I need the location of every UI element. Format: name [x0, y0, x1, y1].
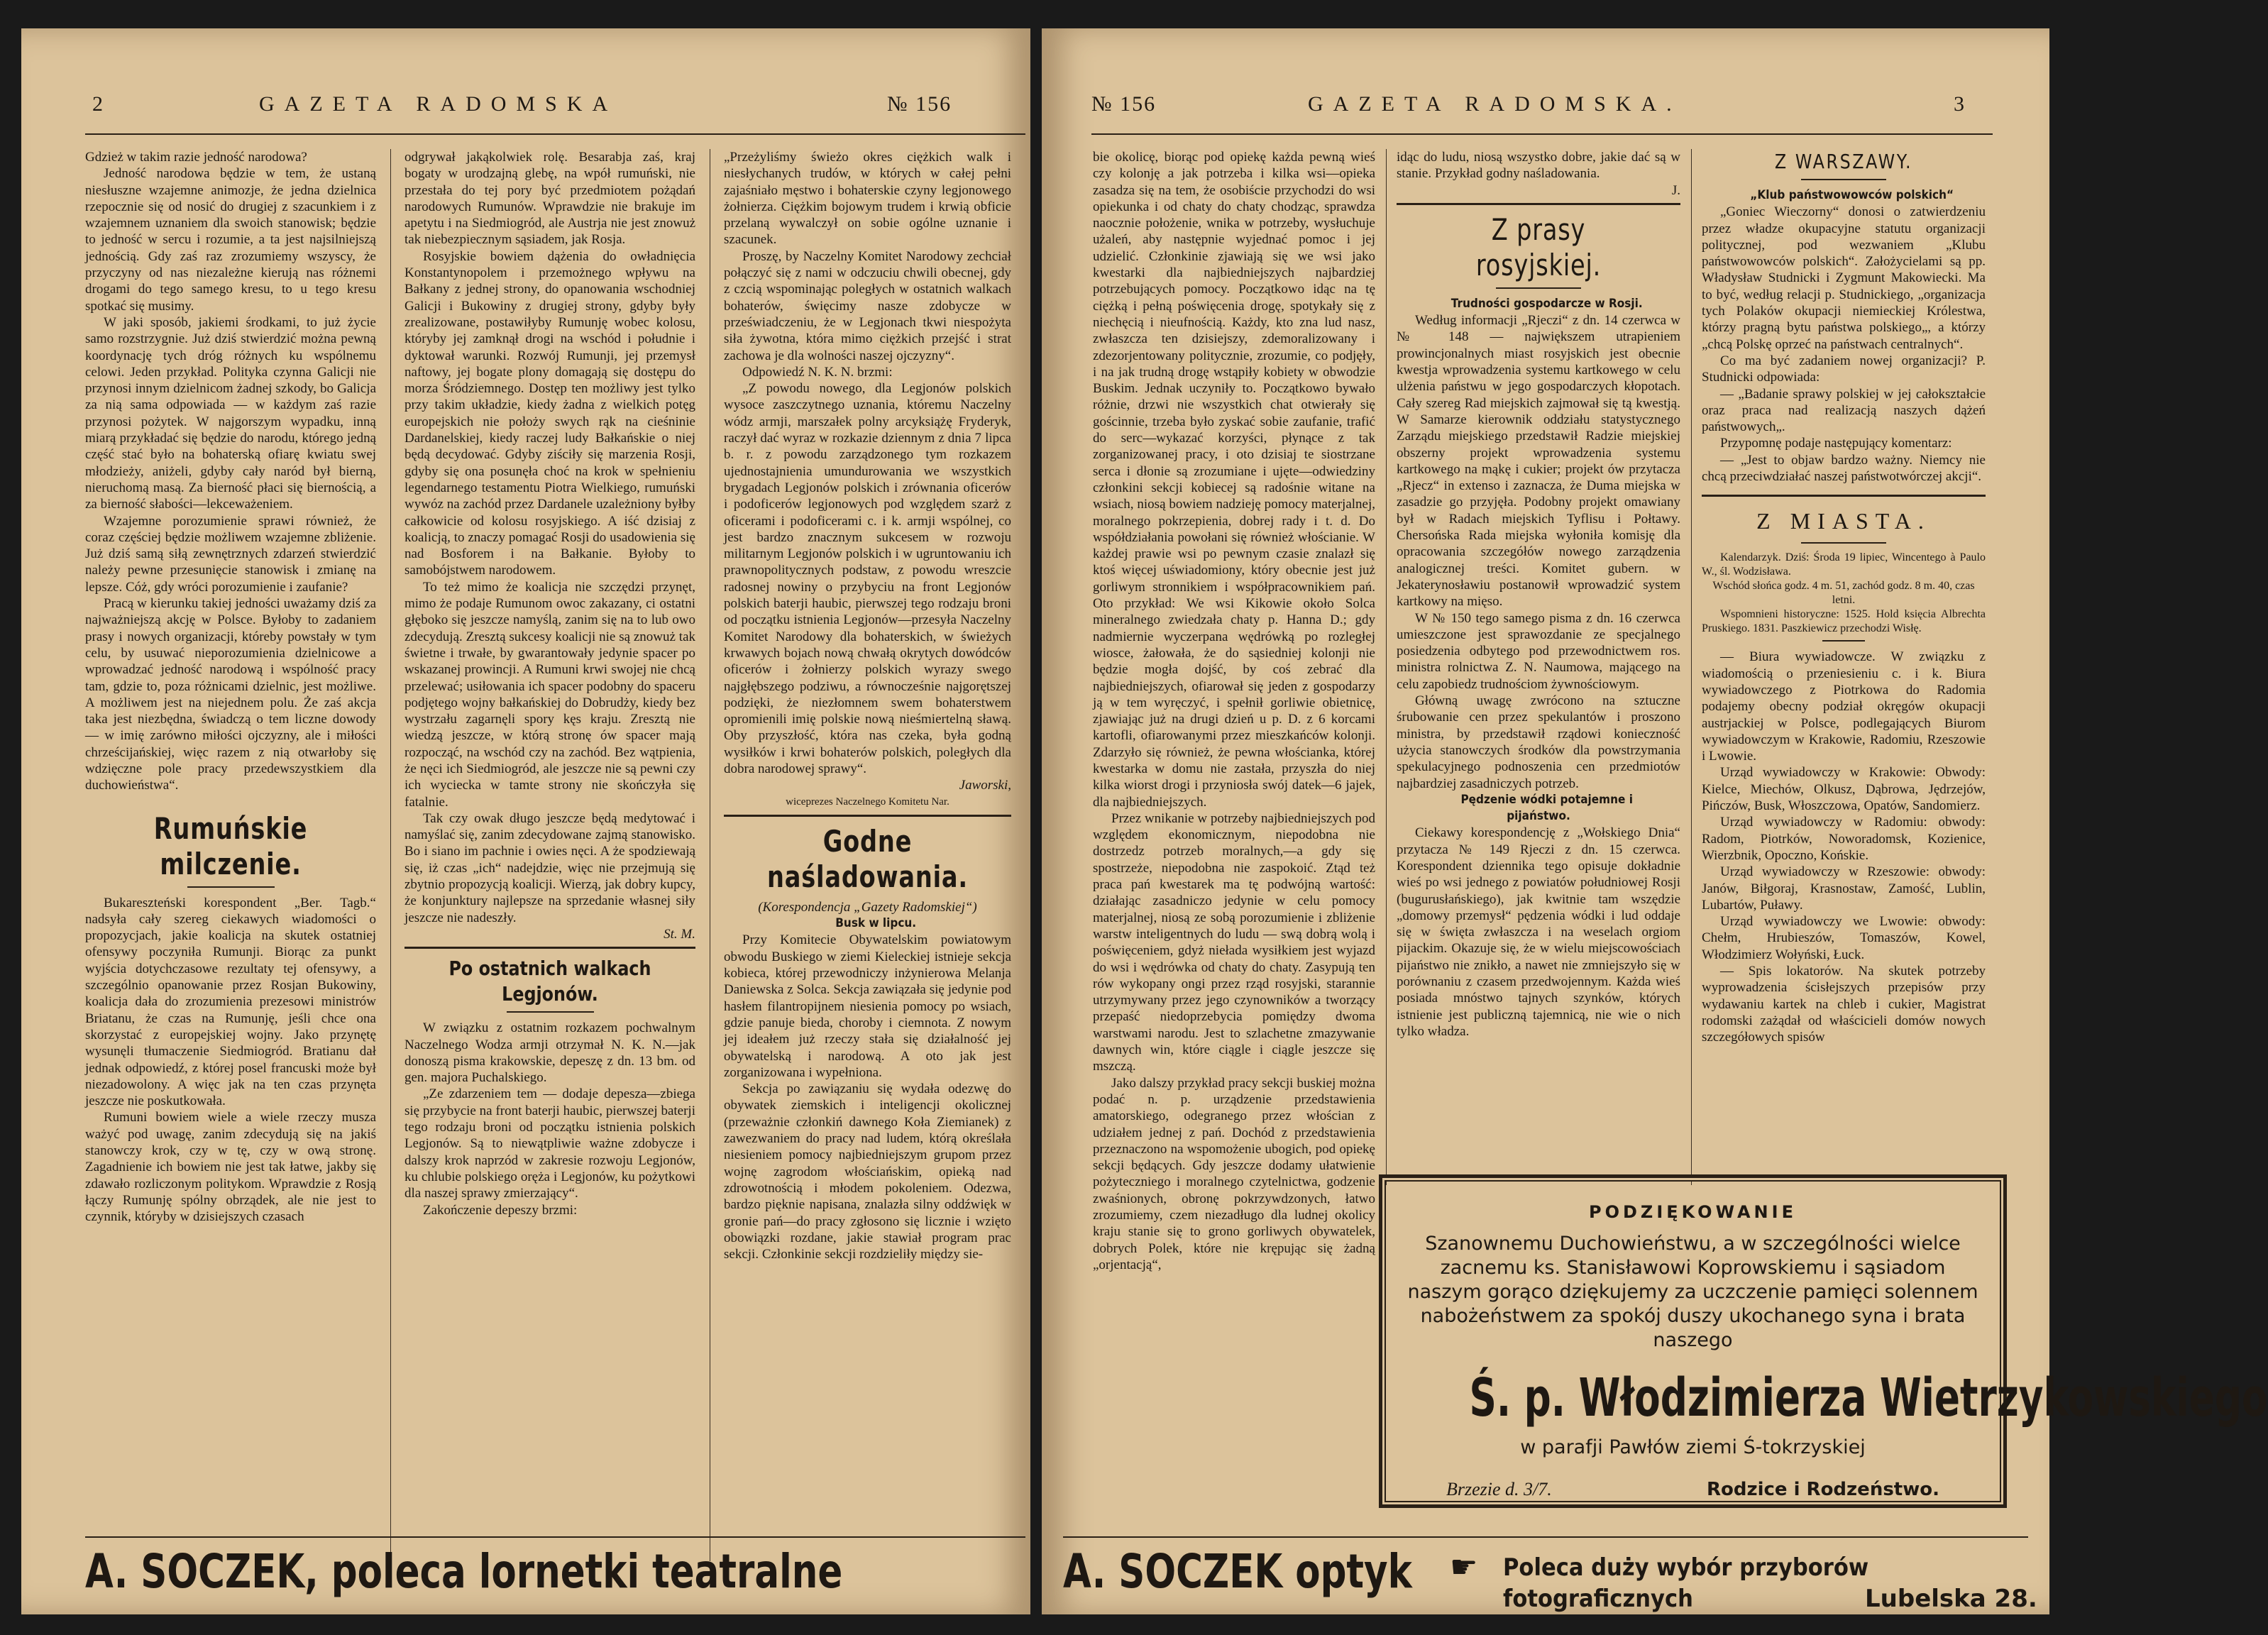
column-rule: [390, 149, 391, 1561]
paragraph: Przez wnikanie w potrzeby najbiedniejszych pod względem ekonomicznym, niepodobna nie dostrzedz potrzeb moralnych,—a gdy się spostrzeże, niepodobna nie zaspokoić. Ztąd też praca pań kwestarek ma tę podwójną wartość: działając zasadniczo jedynie w celu pomocy materjalnej, niosą ze sobą porozumienie i zbliżenie warstw inteligentnych do ludu — swą dobrą wolą i poświęceniem, gdyż niełada wysiłkiem jest wyjazd do wsi i wędrówka od chaty do chaty. Zasypują ten rów wykopany ongi przez rząd rosyjski, starannie utrzymywany przez jego czynowników a tworzący przepaść niedoprzebycia pomiędzy dwoma warstwami narodu. Jest to szlachetne zmazywanie dawnych win, które ciągle i ciągle jeszcze się mszczą.: [1093, 810, 1375, 1074]
paragraph: „Goniec Wieczorny“ donosi o zatwierdzeniu przez władze okupacyjne statutu organizacji politycznej, pod wezwaniem „Klubu państwowowców polskich“. Założycielami są pp. Władysław Studnicki i Zygmunt Makowiecki. Ma to być, według relacji p. Studnickiego, „organizacja tych Polaków okupacji niemieckiej Królestwa, którzy pragną bytu państwa polskiego„, a którzy „chcą Polskę oprzeć na państwach centralnych“.: [1702, 204, 1986, 352]
paragraph: Ciekawy korespondencję z „Wołskiego Dnia“ przytacza № 149 Rjeczi z dn. 15 czerwca. Korespondent dziennika tego opisuje dokładnie wieś po wsi jednego z powiatów południowej Rosji (bugurusłańskiego), jak kwitnie tam wszędzie „domowy przemysł“ pędzenia wódki i lud oddaje się w święta zwłaszcza i na weselach orgiom pijackim. Okazuje się, że w wielu miejscowościach pijaństwo nie znikło, a nawet nie zmniejszyło się w porównaniu z czasem przedwojennym. Każda wieś posiada mnóstwo tajnych szynków, których istnienie jest publiczną tajemnicą, nie wie o nich tylko władza.: [1397, 825, 1680, 1039]
divider: [1702, 495, 1986, 497]
ad-body: Szanownemu Duchowieństwu, a w szczególności wielce zacnemu ks. Stanisławowi Koprowskiemu i sąsiadom naszym gorąco dziękujemy za uczczenie pamięci solennem nabożeństwem za spokój duszy ukochanego syna i brata naszego: [1407, 1233, 1978, 1351]
ad-name: Ś. p. Włodzimierza Wietrzykowskiego: [1469, 1367, 2268, 1428]
paragraph: To też mimo że koalicja nie szczędzi przynęt, mimo że podaje Rumunom owoc zakazany, ci ostatni głęboko się jeszcze namyślą, zanim się na to lub owo zdecydują. Zresztą sukcesy koalicji nie są znowuż tak świetne i trwałe, by gwarantowały jedynie spacer po wskazanej prowincji. A Rumuni krwi swojej nie chcą przelewać; usiłowania ich spacer podobny do spaceru podjętego wojny bałkańskiej do Dobrudży, kiedy bez wystrzału zagarnęli spory kęs kraju. Zresztą nie wiedzą jeszcze, w którą stronę ów spacer mają rozpocząć, na wschód czy na zachód. Bez wątpienia, że nęci ich Siedmiogród, ale jeszcze nie są pewni czy ich wyciecka w tamte strony nie skończyła się fatalnie.: [404, 579, 695, 810]
paragraph: Proszę, by Naczelny Komitet Narodowy zechciał połączyć się z nami w odczuciu chwili obecnej, gdy z czcią wspominając poległych w ostatnich walkach bohaterów, święcimy nasze zdobycze w przeświadczeniu, że w Legjonach tkwi niespożyta siła żywotna, która mimo ciężkich przejść i strat zachowa je dla wolności naszej ojczyzny“.: [724, 248, 1011, 363]
section-headline: Z MIASTA.: [1756, 508, 1931, 534]
article-subheading: (Korespondencja „Gazety Radomskiej“): [758, 899, 977, 915]
divider: [1496, 287, 1581, 289]
paragraph: odgrywał jakąkolwiek rolę. Besarabja zaś, kraj bogaty w urodzajną glebę, na wpół rumuński, nie przestała do tej pory być przedmiotem pożądań narodowych Rumunów. Wprawdzie nie brakuje im apetytu i na Siedmiogród, ale Austrja nie jest znowuż tak niebezpiecznym sąsiadem, jak Rosja.: [404, 150, 695, 248]
right-header: [1042, 92, 2049, 121]
ad-address: Lubelska 28.: [1865, 1585, 2037, 1613]
column-rule: [1691, 149, 1692, 1185]
paragraph: „Przeżyliśmy świeżo okres ciężkich walk i niesłychanych trudów, w których w całej pełni zajaśniało męstwo i bohaterskie czyny legjonowego żołnierza. Ciężkim bojowym trudem i krwią obficie przelaną wywalczył on sobie ogólne uznanie i szacunek.: [724, 150, 1011, 248]
obituary-thanks-ad: [1379, 1174, 2268, 1508]
ad-offer: Poleca duży wybór przyborów fotograficznych: [1503, 1553, 1869, 1613]
divider: [1397, 203, 1680, 205]
paragraph: Urząd wywiadowczy w Radomiu: obwody: Radom, Piotrków, Noworadomsk, Kozienice, Wierzbnik, Opoczno, Końskie.: [1702, 815, 1986, 863]
signature: Jaworski,: [959, 778, 1011, 793]
paragraph: Sekcja po zawiązaniu się wydała odezwę do obywatek ziemskich i inteligencji okolicznej (przeważnie członkiń dawnego Koła Ziemianek) z zawezwaniem do pracy nad ludem, którą określała niesieniem pomocy najbiedniejszym grupom przez wojnę zagrodom włościańskim, opieką nad zdrowotnością i młodem pokoleniem. Odezwa, bardzo pięknie napisana, znalazła silny oddźwięk w gronie pań—do pracy zgłosono się licznie i wzięto obowiązki rozdane, jakie stawiał program prac sekcji. Członkinie sekcji rozdzieliły między sie-: [724, 1081, 1011, 1262]
article-subheading: „Klub państwowowców polskich“: [1750, 188, 1954, 202]
paragraph: Urząd wywiadowczy w Krakowie: Obwody: Kielce, Miechów, Olkusz, Dąbrowa, Jędrzejów, Pińczów, Busk, Włoszczowa, Opatów, Sandomierz.: [1702, 765, 1986, 814]
article-headline: Godne naśladowania.: [767, 823, 968, 894]
dateline: Busk w lipcu.: [835, 916, 917, 931]
paragraph: Urząd wywiadowczy we Lwowie: obwody: Chełm, Hrubieszów, Tomaszów, Kowel, Włodzimierz Wołyński, Łuck.: [1702, 914, 1986, 962]
paragraph: Według informacji „Rjeczi“ z dn. 14 czerwca w № 148 — największem utrapieniem prowincjonalnych miast rosyjskich jest obecnie kwestja wprowadzenia systemu kartkowego w celu ulżenia państwu w jego gospodarczych kłopotach. Cały szereg Rad miejskich zajmował się tą kwestją. W Samarze kierownik oddziału statystycznego Zarządu miejskiego przedstawił Radzie miejskiej obszerny projekt wprowadzenia systemu kartkowego na mąkę i cukier; projekt ów przytacza „Rjecz“ in extenso i zaznacza, że Duma miejska w zasadzie go przyjęła. Podobny projekt omawiany był w Radach miejskich Tyflisu i Połtawy. Chersońska Rada miejska wyłoniła komisję dla opracowania szczegółów nowego zarządzenia analogicznej treści. Komitet gubern. w Jekaterynosławiu postanowił wprowadzić system kartkowy na mięso.: [1397, 313, 1680, 610]
column-rule: [1386, 149, 1387, 1185]
right-column-2: [1397, 149, 1680, 1185]
header-rule-left: [85, 133, 1025, 135]
divider: [187, 886, 275, 888]
paragraph: idąc do ludu, niosą wszystko dobre, jakie dać są w stanie. Przykład godny naśladowania.: [1397, 150, 1680, 182]
ad-text: A. SOCZEK, poleca lornetki teatralne: [85, 1544, 843, 1599]
ad-date: Brzezie d. 3/7.: [1446, 1479, 1552, 1499]
divider: [1822, 640, 1865, 642]
paragraph: Urząd wywiadowczy w Rzeszowie: obwody: Janów, Biłgoraj, Krasnostaw, Zamość, Lublin, Lubartów, Puławy.: [1702, 864, 1986, 913]
section-lead: Pędzenie wódki potajemne i pijaństwo.: [1460, 792, 1633, 824]
bottom-advertisement-left: [85, 1536, 1029, 1614]
paragraph: Przy Komitecie Obywatelskim powiatowym obwodu Buskiego w ziemi Kieleckiej istnieje sekcja kobieca, której przewodniczy inżynierowa Melanja Daniewska z Solca. Sekcja zawiązała się jedynie pod hasłem filantropijnem niesienia pomocy po wsiach, gdzie panuje bieda, choroby i ciemnota. Z nowym jej ideałem już rzeczy stała się działalność jej obywatelską i narodową. A oto jak jest zorganizowana i wypełniona.: [724, 932, 1011, 1080]
ad-optyk: A. SOCZEK optyk: [1063, 1544, 1412, 1599]
calendar-line: Wschód słońca godz. 4 m. 51, zachód godz. 8 m. 40, czas letni.: [1712, 580, 1975, 607]
paragraph: — Spis lokatorów. Na skutek potrzeby wyprowadzenia ścisłejszych przepisów przy wydawaniu kartek na chleb i cukier, Magistrat rodomski zażądał od właścicieli domów nowych szczegółowych spisów: [1702, 963, 1986, 1045]
signature-title: wiceprezes Naczelnego Komitetu Nar.: [786, 796, 949, 808]
divider: [404, 947, 695, 949]
paragraph: W związku z ostatnim rozkazem pochwalnym Naczelnego Wodza armji otrzymał N. K. N.—jak donoszą pisma krakowskie, depeszę z dn. 13 bm. od gen. majora Puchalskiego.: [404, 1020, 695, 1086]
divider: [1801, 542, 1886, 544]
divider: [507, 1011, 594, 1013]
paragraph: Odpowiedź N. K. N. brzmi:: [742, 364, 893, 380]
paragraph: Jedność narodowa będzie w tem, że ustaną niesłuszne wzajemne animozje, że jedna dzielnica rzepocznie się od nosić do drugiej z szacunkiem i z wzajemnem uznaniem dla swoich stanowisk; będzie to jedność w sercu i rozumie, a ta jest najsilniejszą jednością. Gdy zaś raz zrozumiemy wszyscy, że przyczyny od nas niezależne kierują nas różnemi drogami do tego samego kresu, to u tego kresu spotkać się musimy.: [85, 166, 376, 314]
bottom-advertisement-right: [1063, 1536, 2037, 1614]
right-page: [1042, 28, 2268, 1614]
page-number-right: 3: [1954, 92, 1964, 116]
calendar-line: Wspomnieni historyczne: 1525. Hold księcia Albrechta Pruskiego. 1831. Paszkiewicz przechodzi Wisłę.: [1702, 608, 1986, 635]
paragraph: Tak czy owak długo jeszcze będą medytować i namyślać się, zanim zdecydowane zajmą stanowisko. Bo i siano im pachnie i owies nęci. A że spodziewają się, iż czas „ich“ nadejdzie, więc nie przejmują się zbytnio propozycją koalicji. Wierzą, jak dobry kupcy, że konjunktury najlepsze na sprzedanie własnej siły jeszcze nie nadeszły.: [404, 810, 695, 925]
paragraph: Jako dalszy przykład pracy sekcji buskiej można podać n. p. urządzenie przedstawienia amatorskiego, odegranego przez włościan z udziałem jednej z pań. Dochód z przedstawienia przeznaczono na wspomożenie ubogich, pod opiekę sekcji będących. Gdy jeszcze dodamy ułatwienie pożyteczniego i moralnego czytelnictwa, godzenie zwaśnionych, obronę pokrzywdzonych, łatwo zrozumiemy, czem niezadługo dla ludnej okolicy kraju stanie się to grono gorliwych obywatelek, dobrych Polek, które nie krępując się żadną „orjentacją“,: [1093, 1075, 1375, 1272]
paragraph: Zakończenie depeszy brzmi:: [423, 1202, 578, 1218]
paragraph: — Biura wywiadowcze. W związku z wiadomością o przeniesieniu c. i k. Biura wywiadowczego z Piotrkowa do Radomia podajemy obecny podział okręgów okupacji austrjackiej w Polsce, podlegających Biurom wywiadowczym w Krakowie, Radomiu, Rzeszowie i Lwowie.: [1702, 649, 1986, 764]
article-headline: Po ostatnich walkach Legjonów.: [448, 957, 651, 1006]
signature: J.: [1671, 182, 1680, 198]
signature: St. M.: [664, 926, 695, 942]
paragraph: Rumuni bowiem wiele a wiele rzeczy musza ważyć pod uwagę, zanim zdecydują się na jakiś stanowczy krok, czy w tę, czy w ową stronę. Zagadnienie ich bowiem nie jest tak łatwe, jakby się zdawało rozliczonym politykom. Wprawdzie z Rosją łączy Rumunję spólny obrządek, ale nie jest to czynnik, któryby w dzisiejszych czasach: [85, 1110, 376, 1225]
paragraph: „Z powodu nowego, dla Legjonów polskich wysoce zaszczytnego uznania, któremu Naczelny wódz armji, marszałek polny arcyksiążę Fryderyk, raczył dać wyraz w rozkazie dziennym z dnia 7 lipca b. r. z powodu zarządzonego tym rozkazem ujednostajnienia umundurowania we wszystkich brygadach Legjonów polskich i zrównania oficerów i podoficerów legjonowych pod względem szarż z oficerami i podoficerami c. i k. armji wspólnej, co jest bardzo znacznym sukcesem w rozwoju militarnym Legjonów polskich i w ugruntowaniu ich prawnopolitycznych podstaw, z powodu wreszcie radosnej nowiny o przybyciu na front Legjonów polskich baterji haubic, pierwszej tego rodzaju broni od początku istnienia Legjonów—przesyła Naczelny Komitet Narodowy dla bohaterskich, w świeżych krwawych bojach nową chwałą okrytych dowódców oficerów i żołnierzy polskich wyrazy swego najgłębszego podziwu, a równocześnie najgorętszej podzięki, że niezłomnem swem bohaterstwem opromienili imię polskie nową nieśmiertelną sławą. Oby przyszłość, która nas czeka, była godną wysiłków i krwi bohaterów polskich, poległych dla dobra narodowej sprawy“.: [724, 381, 1011, 776]
issue-left: № 156: [887, 92, 952, 116]
paragraph: Wzajemne porozumienie sprawi również, że coraz częściej będzie możliwem wzajemne zbliżenie. Już dziś samą siłą zewnętrznych zdarzeń stwierdzić należy pewne przesunięcie stanowisk i zmianę na lepsze. Cóż, gdy wróci porozumienie i zaufanie?: [85, 513, 376, 595]
divider: [1801, 179, 1886, 180]
section-headline: Z WARSZAWY.: [1774, 150, 1913, 173]
ad-place: w parafji Pawłów ziemi Ś-tokrzyskiej: [1520, 1436, 1866, 1458]
left-column-3: [724, 149, 1011, 1561]
paragraph: Rosyjskie bowiem dążenia do owładnięcia Konstantynopolem i przemożnego wpływu na Bałkany z jednej strony, do opanowania wschodniej Galicji i Bukowiny z drugiej strony, gdyby były zrealizowane, postawiłyby Rumunję wobec kolosu, któryby jej zamknął drogi na wschód i południe i dyktował warunki. Rozwój Rumunji, jej przemysł naftowy, jej bogate plony domagają się dostępu do morza Śródziemnego. Dostęp ten możliwy jest tylko przy takim układzie, kiedy żadna z wielkich potęg europejskich nie położy swych rąk na cieśninie Dardanelskiej, kiedy raczej ludy Bałkańskie o niej będą decydować. Gdyby ziściły się marzenia Rosji, gdyby się ona posunęła choć na krok w spełnieniu legendarnego testamentu Piotra Wielkiego, rumuński wywóz na zachód przez Dardanele uzależniony byłby całkowicie od kolosu rosyjskiego. A iść dzisiaj z koalicją, to znaczy pomagać Rosji do usadowienia się nad Bosforem i na Bałkanie. Byłoby to samobójstwem narodowem.: [404, 248, 695, 578]
paragraph: Gdzież w takim razie jedność narodowa?: [85, 150, 307, 165]
paragraph: — „Badanie sprawy polskiej w jej całokształcie oraz praca nad realizacją naszych dążeń państwowych„.: [1702, 386, 1986, 435]
right-column-1: [1093, 149, 1375, 1533]
paragraph: Bukareszteński korespondent „Ber. Tagb.“ nadsyła cały szereg ciekawych wiadomości o propozycjach, jakie koalicja na skutek ostatniej ofensywy poczyniła Rumunji. Biorąc za punkt wyjścia dotychczasowe rezultaty tej ofensywy, a szczególnio opanowanie przez Rosjan Bukowiny, koalicja dała do zrozumienia prezesowi ministrów Briatanu, że czas na Rumunję, jeśli chce ona skorzystać z europejskiej wojny. Jako przynętę wysunęli tłumaczenie Siedmiogród. Bratianu dał jednak odpowiedź, z której posel francuski może był niezadowolony. A więc jak na ten czas przynęta jeszcze nie poskutkowała.: [85, 895, 376, 1109]
left-header: [21, 92, 1030, 121]
paragraph: „Ze zdarzeniem tem — dodaje depesza—zbiega się przybycie na front baterji haubic, pierwszej baterji tego rodzaju broni od początku istnienia polskich Legjonów. Są to niewątpliwie ważne zdobycze i dalszy krok naprzód w zakresie rozwoju Legjonów, ku chlubie polskiego oręża i Legjonów, ku pożytkowi dla naszej sprawy zmierzający“.: [404, 1086, 695, 1201]
left-column-1: [85, 149, 376, 1561]
right-column-3: [1702, 149, 1986, 1185]
page-number-left: 2: [92, 92, 103, 116]
paragraph: Co ma być zadaniem nowej organizacji? P. Studnicki odpowiada:: [1702, 353, 1986, 385]
pointing-hand-icon: ☛: [1450, 1549, 1478, 1585]
article-headline: Rumuńskie milczenie.: [153, 810, 308, 881]
paragraph: — „Jest to objaw bardzo ważny. Niemcy nie chcą przeciwdziałać naszej państwotwórczej akcji“.: [1702, 452, 1986, 485]
article-headline: Z prasy rosyjskiej.: [1475, 211, 1602, 282]
issue-right: № 156: [1091, 92, 1157, 116]
paragraph: Przypomnę podaje następujący komentarz:: [1720, 436, 1952, 451]
divider: [724, 815, 1011, 817]
masthead-left: GAZETA RADOMSKA: [259, 92, 618, 116]
paragraph: Pracą w kierunku takiej jedności uważamy dziś za najważniejszą akcję w Polsce. Byłoby to zadaniem prasy i nowych organizacji, któreby powstały w tym celu, by usuwać nieporozumienia dzielnicowe a wprowadzać jedność narodową i wspólność pracy tam, gdzie to, poza różnicami dzielnic, jest możliwe. A możliwem jest na niejednem polu. Że zaś akcja taka jest niezbędna, świadczą o tem liczne dowody — w imię zarówno miłości ojczyzny, ale i miłości chrześcijańskiej, więc razem z nią otwarłoby się wdzięczne pole pracy przedewszystkiem dla duchowieństwa“.: [85, 596, 376, 793]
left-column-2: [404, 149, 695, 1561]
paragraph: W jaki sposób, jakiemi środkami, to już życie samo rozstrzygnie. Już dziś stwierdzić można pewną koordynację tych dróg różnych ku wspólnemu celowi. Jeden przykład. Polityka czynna Galicji nie przynosi innym dzielnicom żadnej szkody, bo Galicja za nią sama odpowiada — w każdym zaś razie przynosi pożytek. W najgorszym wypadku, inną miarą przykładać się będzie do narodu, którego jedną część stać było na bohaterską ofiarę kwiatu swej młodzieży, aniżeli, gdyby cały naród był bierną, nieruchomą masą. Za bierność płaci się biernością, a za bierność słabości—lekceważeniem.: [85, 314, 376, 512]
paragraph: Główną uwagę zwrócono na sztuczne śrubowanie cen przez spekulantów i proszono ministra, by przedstawił rządowi konieczność użycia stanowczych środków dla powstrzymania spekulacyjnego podnoszenia cen przedmiotów najbardziej zasadniczych potrzeb.: [1397, 693, 1680, 791]
paragraph: bie okolicę, biorąc pod opiekę każda pewną wieś czy kolonję a jak potrzeba i kilka wsi—opieka zasadza się na tem, że osobiście przychodzi do wsi opiekunka i od chaty do chaty chodząc, sprawdza naocznie położenie, wnika w potrzeby, wysłuchuje użaleń, aby następnie wyjednać pomoc i jej udzielić. Członkinie zjawiają się we wsi jako kwestarki dla najbiedniejszych najbardziej potrzebujących pomocy. Początkowo idąc na tę ciężką i pełną poświęcenia drogę, spotykały się z niechęcią i nieufnością. Każdy, kto zna lud nasz, zwłaszcza ten dzisiejszy, zdemoralizowany i zdezorjentowany politycznie, zrozumie, co podjęły, i na jak trudną drogę wstąpiły kobiety w obwodzie Buskim. Jednak uczyniły to. Początkowo bywało różnie, drzwi nie wszystkich chat otwierały się gościnnie, trzeba było zyskać sobie zaufanie, trafić do serc—wykazać korzyści, płynące z tak zorganizowanej pracy, i oto dzisiaj te siostrzane serca i dłonie są zrozumiane i ujęte—odwiedziny członkini sekcji kobiecej są radośnie witane na wsiach, niosą bowiem nadzieję pomocy materjalnej, moralnego pokrzepienia, dobrej rady i t. d. Do współdziałania powołani się również włościanie. W każdej prawie wsi po pewnym czasie znalazł się ktoś więcej uświadomiony, który obecnie jest już gorliwym stronnikiem i współpracownikiem pań. Oto przykład: We wsi Kikowie około Solca mineralnego zwiedzała chaty p. Hanna D.; gdy nadmiernie wyczerpana wędrówką po rozległej wiosce, żałowała, że do sąsiedniej kolonji nie będzie mogła dojść, by coś zebrać dla najbiedniejszych, ofiarował się jeden z gospodarzy ją w tem wyręczyć, i spełnił gorliwie obietnicę, zjawiając już na drugi dzień u p. D. z 6 korcami kartofli, ofiarowanymi przez mieszkańców kolonji. Zdarzyło się również, że pewna włościanka, której kwestarka w domu nie zastała, przyszła do niej kilka wiorst drogi i przyniosła swój datek—6 jajek, dla najbiedniejszych.: [1093, 150, 1375, 810]
masthead-right: GAZETA RADOMSKA.: [1308, 92, 1682, 116]
header-rule-right: [1091, 133, 1993, 135]
paragraph: W № 150 tego samego pisma z dn. 16 czerwca umieszczone jest sprawozdanie ze specjalnego posiedzenia odbytego pod przewodnictwem ros. ministra rolnictwa Z. N. Naumowa, mającego na celu zapobiedz trudnościom żywnościowym.: [1397, 610, 1680, 692]
ad-signature: Rodzice i Rodzeństwo.: [1706, 1479, 1939, 1500]
left-page: [21, 28, 1030, 1614]
ad-title: PODZIĘKOWANIE: [1589, 1202, 1797, 1222]
article-subheading: Trudności gospodarcze w Rosji.: [1450, 296, 1643, 311]
calendar-line: Kalendarzyk. Dziś: Środa 19 lipiec, Wincentego à Paulo W., śl. Wodzisława.: [1702, 551, 1986, 578]
